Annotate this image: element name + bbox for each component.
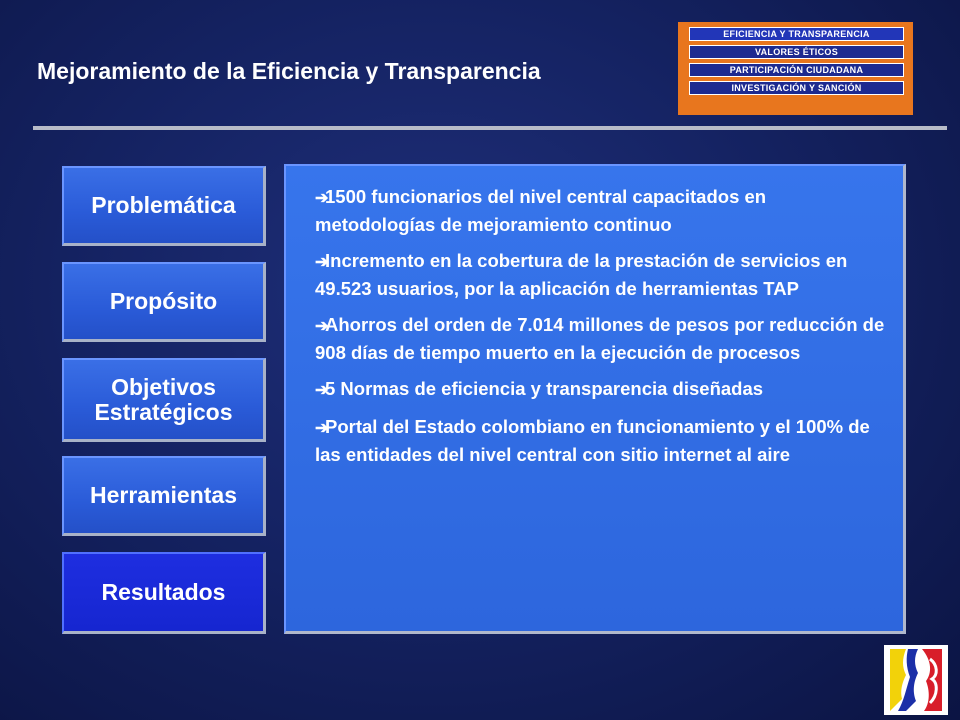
badge-item-investigacion[interactable]: INVESTIGACIÓN Y SANCIÓN — [689, 81, 904, 95]
result-item — [315, 414, 887, 468]
badge-item-eficiencia[interactable]: EFICIENCIA Y TRANSPARENCIA — [689, 27, 904, 41]
nav-proposito-label: Propósito — [109, 288, 218, 314]
result-text: Ahorros del orden de 7.014 millones de pesos por reducción de 908 días de tiempo muerto en la ejecución de procesos — [315, 314, 885, 363]
arrow-bullet-icon: ➔ — [315, 420, 329, 437]
badge-item-valores[interactable]: VALORES ÉTICOS — [689, 45, 904, 59]
section-badge — [678, 22, 913, 115]
arrow-bullet-icon: ➔ — [315, 318, 329, 335]
nav-objetivos-line2: Estratégicos — [94, 398, 233, 425]
results-panel — [284, 164, 906, 634]
nav-objetivos-label — [94, 375, 232, 425]
colombia-faces-logo-icon — [884, 645, 948, 715]
result-text: Incremento en la cobertura de la prestación de servicios en 49.523 usuarios, por la aplicación de herramientas TAP — [315, 250, 848, 299]
result-item — [315, 312, 887, 366]
result-item — [315, 184, 887, 238]
page-title: Mejoramiento de la Eficiencia y Transparencia — [37, 58, 541, 84]
nav-resultados-button[interactable] — [62, 552, 266, 634]
title-divider — [33, 126, 947, 130]
result-text: 1500 funcionarios del nivel central capacitados en metodologías de mejoramiento continuo — [315, 186, 767, 235]
result-item — [315, 376, 887, 404]
result-item — [315, 248, 887, 302]
nav-objetivos-button[interactable] — [62, 358, 266, 442]
badge-item-participacion[interactable]: PARTICIPACIÓN CIUDADANA — [689, 63, 904, 77]
nav-resultados-label: Resultados — [101, 579, 226, 605]
nav-herramientas-label: Herramientas — [89, 482, 238, 508]
arrow-bullet-icon: ➔ — [315, 382, 329, 399]
arrow-bullet-icon: ➔ — [315, 254, 329, 271]
result-text: Portal del Estado colombiano en funcionamiento y el 100% de las entidades del nivel central con sitio internet al aire — [315, 416, 870, 465]
nav-herramientas-button[interactable] — [62, 456, 266, 536]
result-text: 5 Normas de eficiencia y transparencia diseñadas — [325, 378, 764, 399]
nav-objetivos-line1: Objetivos — [111, 373, 216, 400]
nav-proposito-button[interactable] — [62, 262, 266, 342]
arrow-bullet-icon: ➔ — [315, 190, 329, 207]
nav-problematica-label: Problemática — [91, 192, 236, 218]
nav-problematica-button[interactable] — [62, 166, 266, 246]
